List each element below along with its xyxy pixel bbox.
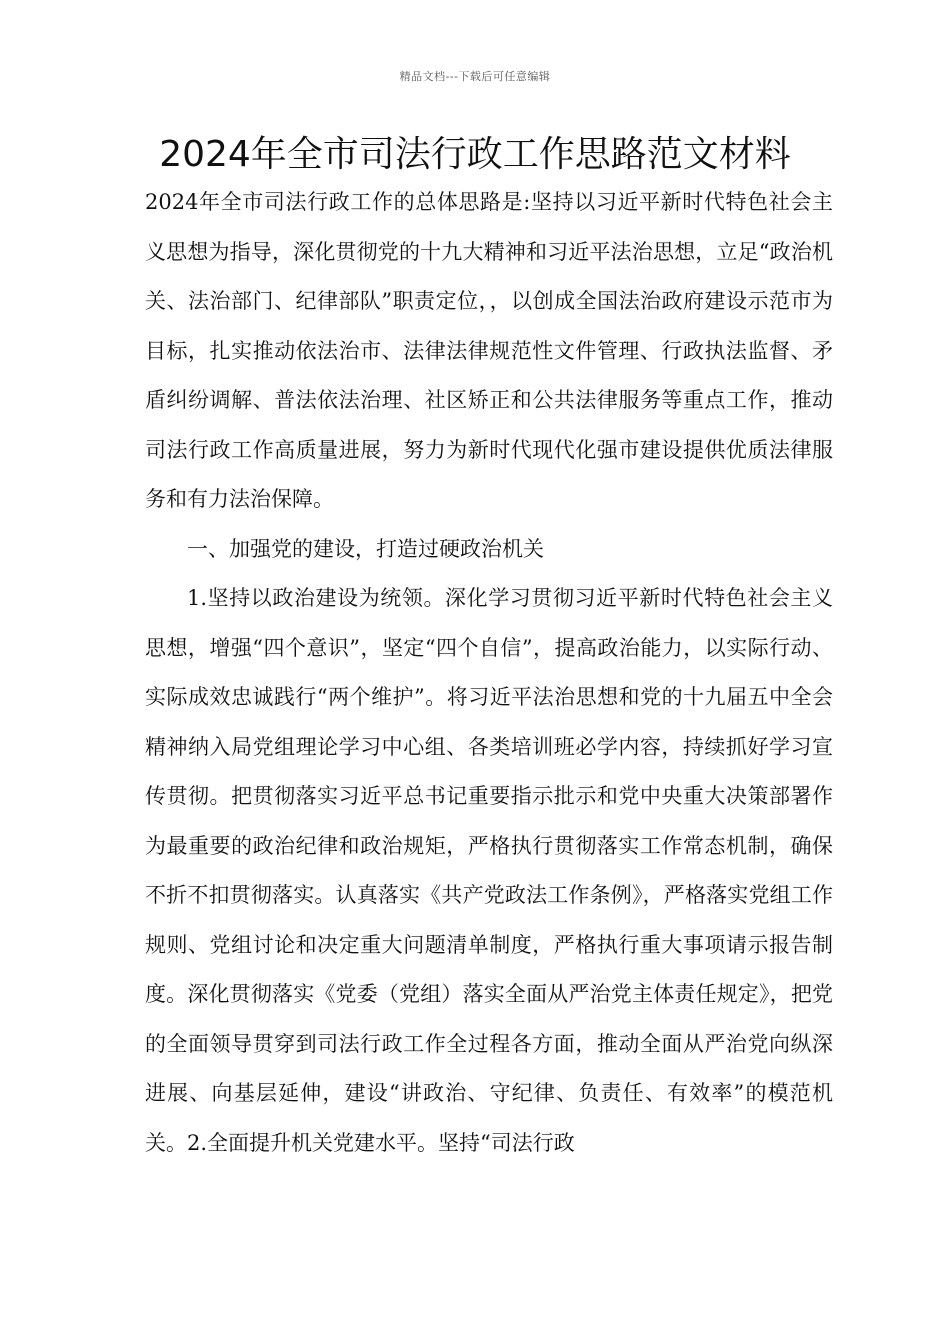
section-heading-1: 一、加强党的建设，打造过硬政治机关 [187,536,544,561]
paragraph-1: 1.坚持以政治建设为统领。深化学习贯彻习近平新时代特色社会主义思想，增强“四个意识”，坚定“四个自信”，提高政治能力，以实际行动、实际成效忠诚践行“两个维护”。将习近平法治思想和党的十九届五中全会精神纳入局党组理论学习中心组、各类培训班必学内容，持续抓好学习宣传贯彻。把贯彻落实习近平总书记重要指示批示和党中央重大决策部署作为最重要的政治纪律和政治规矩，严格执行贯彻落实工作常态机制，确保不折不扣贯彻落实。认真落实《共产党政法工作条例》，严格落实党组工作规则、党组讨论和决定重大问题清单制度，严格执行重大事项请示报告制度。深化贯彻落实《党委（党组）落实全面从严治党主体责任规定》，把党的全面领导贯穿到司法行政工作全过程各方面，推动全面从严治党向纵深进展、向基层延伸，建设“讲政治、守纪律、负责任、有效率”的模范机关。2.全面提升机关党建水平。坚持“司法行政 [145,586,833,1155]
document-body [145,178,833,1168]
header-note: 精品文档---下载后可任意编辑 [399,70,551,83]
document-title: 2024年全市司法行政工作思路范文材料 [159,134,791,175]
paragraph-intro: 2024年全市司法行政工作的总体思路是:坚持以习近平新时代特色社会主义思想为指导，深化贯彻党的十九大精神和习近平法治思想，立足“政治机关、法治部门、纪律部队”职责定位，，以创成全国法治政府建设示范市为目标，扎实推动依法治市、法律法律规范性文件管理、行政执法监督、矛盾纠纷调解、普法依法治理、社区矫正和公共法律服务等重点工作，推动司法行政工作高质量进展，努力为新时代现代化强市建设提供优质法律服务和有力法治保障。 [145,190,833,511]
